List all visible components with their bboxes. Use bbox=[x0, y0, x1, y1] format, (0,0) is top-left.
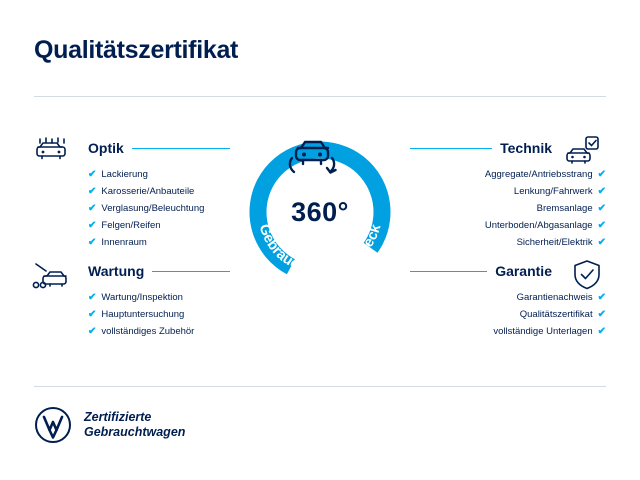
list-item bbox=[410, 201, 606, 216]
list-item bbox=[88, 235, 230, 250]
list-item bbox=[88, 290, 230, 305]
list-item bbox=[88, 184, 230, 199]
section-garantie-rule bbox=[410, 271, 487, 272]
footer bbox=[34, 406, 185, 444]
list-item-label: Lenkung/Fahrwerk bbox=[513, 186, 593, 197]
list-item bbox=[88, 307, 230, 322]
check-icon: ✔ bbox=[597, 185, 606, 197]
list-item-label: Qualitätszertifikat bbox=[519, 309, 593, 320]
check-icon: ✔ bbox=[597, 168, 606, 180]
list-item-label: Aggregate/Antriebsstrang bbox=[484, 169, 593, 180]
list-item bbox=[410, 184, 606, 199]
list-item-label: Lackierung bbox=[101, 169, 148, 180]
footer-divider bbox=[34, 386, 606, 387]
footer-text bbox=[84, 410, 185, 440]
check-icon: ✔ bbox=[88, 168, 97, 180]
360-check-badge bbox=[228, 120, 412, 304]
section-wartung-header bbox=[88, 263, 230, 279]
list-item bbox=[410, 324, 606, 339]
list-item-label: Verglasung/Beleuchtung bbox=[101, 203, 205, 214]
check-icon: ✔ bbox=[88, 291, 97, 303]
vw-logo bbox=[34, 406, 72, 444]
footer-line-2: Gebrauchtwagen bbox=[84, 425, 186, 439]
section-optik-rule bbox=[132, 148, 230, 149]
check-icon: ✔ bbox=[597, 291, 606, 303]
list-item bbox=[88, 218, 230, 233]
list-item-label: Hauptuntersuchung bbox=[101, 309, 185, 320]
list-item-label: Unterboden/Abgasanlage bbox=[484, 220, 593, 231]
check-icon: ✔ bbox=[88, 219, 97, 231]
check-icon: ✔ bbox=[597, 236, 606, 248]
section-technik-rule bbox=[410, 148, 492, 149]
section-technik bbox=[410, 140, 606, 252]
list-item bbox=[410, 218, 606, 233]
list-item-label: Wartung/Inspektion bbox=[101, 292, 183, 303]
check-icon: ✔ bbox=[597, 202, 606, 214]
section-wartung bbox=[34, 263, 230, 341]
list-item bbox=[410, 290, 606, 305]
list-item bbox=[88, 167, 230, 182]
list-item bbox=[410, 167, 606, 182]
list-item-label: vollständiges Zubehör bbox=[101, 326, 195, 337]
section-technik-header bbox=[410, 140, 552, 156]
section-optik-header bbox=[88, 140, 230, 156]
badge-degrees: 360° bbox=[291, 196, 349, 227]
list-item-label: Bremsanlage bbox=[536, 203, 593, 214]
section-garantie-list bbox=[410, 288, 606, 339]
list-item-label: Karosserie/Anbauteile bbox=[101, 186, 195, 197]
svg-text:Gebrauchtwagen-Check: Gebrauchtwagen-Check bbox=[255, 222, 385, 279]
section-technik-list bbox=[410, 165, 606, 250]
list-item bbox=[410, 235, 606, 250]
check-icon: ✔ bbox=[88, 325, 97, 337]
check-icon: ✔ bbox=[88, 202, 97, 214]
list-item-label: Felgen/Reifen bbox=[101, 220, 161, 231]
list-item-label: Garantienachweis bbox=[516, 292, 593, 303]
list-item bbox=[410, 307, 606, 322]
section-optik-list bbox=[34, 165, 230, 250]
check-icon: ✔ bbox=[597, 325, 606, 337]
page-title: Qualitätszertifikat bbox=[34, 36, 239, 64]
section-optik bbox=[34, 140, 230, 252]
list-item bbox=[88, 201, 230, 216]
section-wartung-rule bbox=[152, 271, 230, 272]
section-wartung-title: Wartung bbox=[88, 263, 145, 279]
section-optik-title: Optik bbox=[88, 140, 124, 156]
check-icon: ✔ bbox=[88, 185, 97, 197]
footer-line-1: Zertifizierte bbox=[84, 410, 152, 424]
check-icon: ✔ bbox=[597, 219, 606, 231]
section-garantie bbox=[410, 263, 606, 341]
check-icon: ✔ bbox=[88, 308, 97, 320]
list-item bbox=[88, 324, 230, 339]
section-wartung-list bbox=[34, 288, 230, 339]
list-item-label: Innenraum bbox=[101, 237, 147, 248]
list-item-label: vollständige Unterlagen bbox=[493, 326, 593, 337]
title-divider bbox=[34, 96, 606, 97]
section-technik-title: Technik bbox=[500, 140, 552, 156]
list-item-label: Sicherheit/Elektrik bbox=[516, 237, 593, 248]
check-icon: ✔ bbox=[88, 236, 97, 248]
section-garantie-header bbox=[410, 263, 552, 279]
section-garantie-title: Garantie bbox=[495, 263, 552, 279]
check-icon: ✔ bbox=[597, 308, 606, 320]
